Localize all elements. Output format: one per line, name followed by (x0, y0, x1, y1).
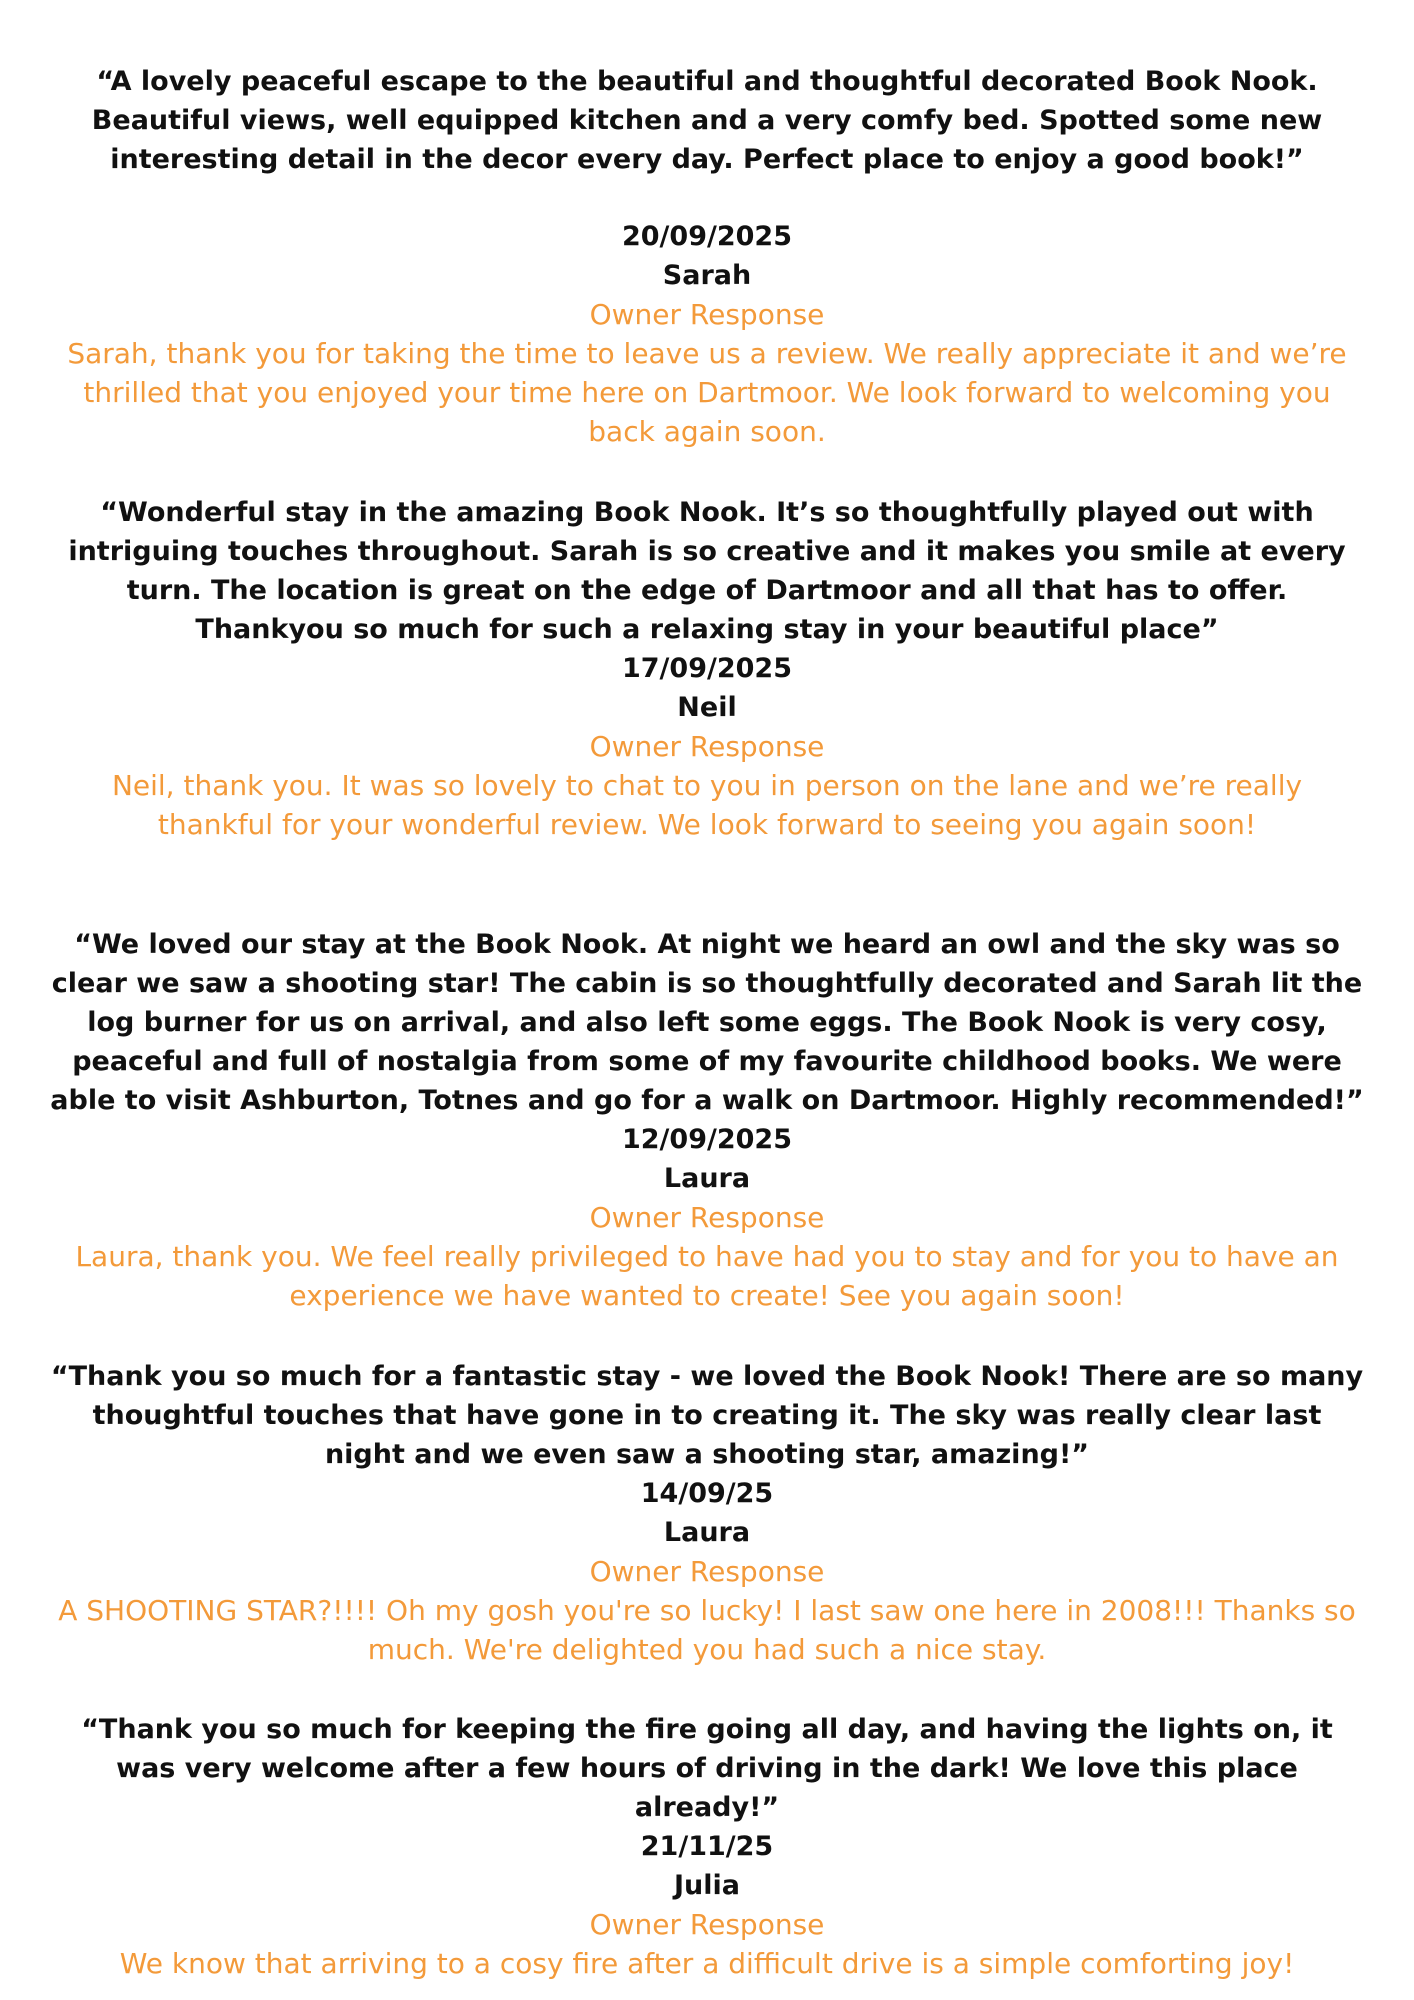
reviewer-name: Sarah (662, 260, 752, 291)
review-date: 17/09/2025 (621, 653, 792, 684)
reviewer-name: Julia (674, 1870, 740, 1901)
reviewer-name: Laura (663, 1517, 751, 1548)
owner-response-label: Owner Response (589, 1908, 825, 1941)
review-sarah (50, 62, 1364, 451)
owner-response-text: A SHOOTING STAR?!!!! Oh my gosh you're so lucky! I last saw one here in 2008!!! Thanks so much. We're delighted you had such a nice stay. (58, 1594, 1356, 1666)
review-laura-first (50, 925, 1364, 1315)
review-date: 20/09/2025 (621, 221, 792, 252)
review-julia (50, 1710, 1364, 1983)
owner-response-text: Sarah, thank you for taking the time to leave us a review. We really appreciate it and we’re thrilled that you enjoyed your time here on Dartmoor. We look forward to welcoming you back again soon. (67, 337, 1347, 448)
owner-response-text: We know that arriving to a cosy fire after a difficult drive is a simple comforting joy! (119, 1947, 1295, 1980)
review-date: 21/11/25 (640, 1831, 774, 1862)
reviewer-name: Neil (677, 692, 737, 723)
reviewer-name: Laura (663, 1163, 751, 1194)
owner-response-text: Laura, thank you. We feel really privileged to have had you to stay and for you to have an experience we have wanted to create! See you again soon! (75, 1240, 1339, 1312)
owner-response-label: Owner Response (589, 298, 825, 331)
owner-response-text: Neil, thank you. It was so lovely to chat to you in person on the lane and we’re really thankful for your wonderful review. We look forward to seeing you again soon! (111, 769, 1303, 841)
owner-response-label: Owner Response (589, 1201, 825, 1234)
review-quote: “Wonderful stay in the amazing Book Nook. It’s so thoughtfully played out with intriguing touches throughout. Sarah is so creative and it makes you smile at every turn. The location is great on the edge of Dartmoor and all that has to offer. Thankyou so much for such a relaxing stay in your beautiful place” (68, 497, 1346, 645)
review-neil (50, 493, 1364, 844)
review-quote: “A lovely peaceful escape to the beautiful and thoughtful decorated Book Nook. Beautiful views, well equipped kitchen and a very comfy bed. Spotted some new interesting detail in the decor every day. Perfect place to enjoy a good book!” (91, 66, 1323, 175)
review-date: 14/09/25 (640, 1478, 774, 1509)
review-quote: “Thank you so much for a fantastic stay - we loved the Book Nook! There are so many thoughtful touches that have gone in to creating it. The sky was really clear last night and we even saw a shooting star, amazing!” (50, 1361, 1364, 1470)
review-date: 12/09/2025 (621, 1124, 792, 1155)
review-quote: “Thank you so much for keeping the fire going all day, and having the lights on, it was very welcome after a few hours of driving in the dark! We love this place already!” (81, 1714, 1333, 1823)
owner-response-label: Owner Response (589, 1555, 825, 1588)
owner-response-label: Owner Response (589, 730, 825, 763)
review-laura-second (50, 1357, 1364, 1669)
review-quote: “We loved our stay at the Book Nook. At night we heard an owl and the sky was so clear we saw a shooting star! The cabin is so thoughtfully decorated and Sarah lit the log burner for us on arrival, and also left some eggs. The Book Nook is very cosy, peaceful and full of nostalgia from some of my favourite childhood books. We were able to visit Ashburton, Totnes and go for a walk on Dartmoor. Highly recommended!” (50, 929, 1364, 1116)
